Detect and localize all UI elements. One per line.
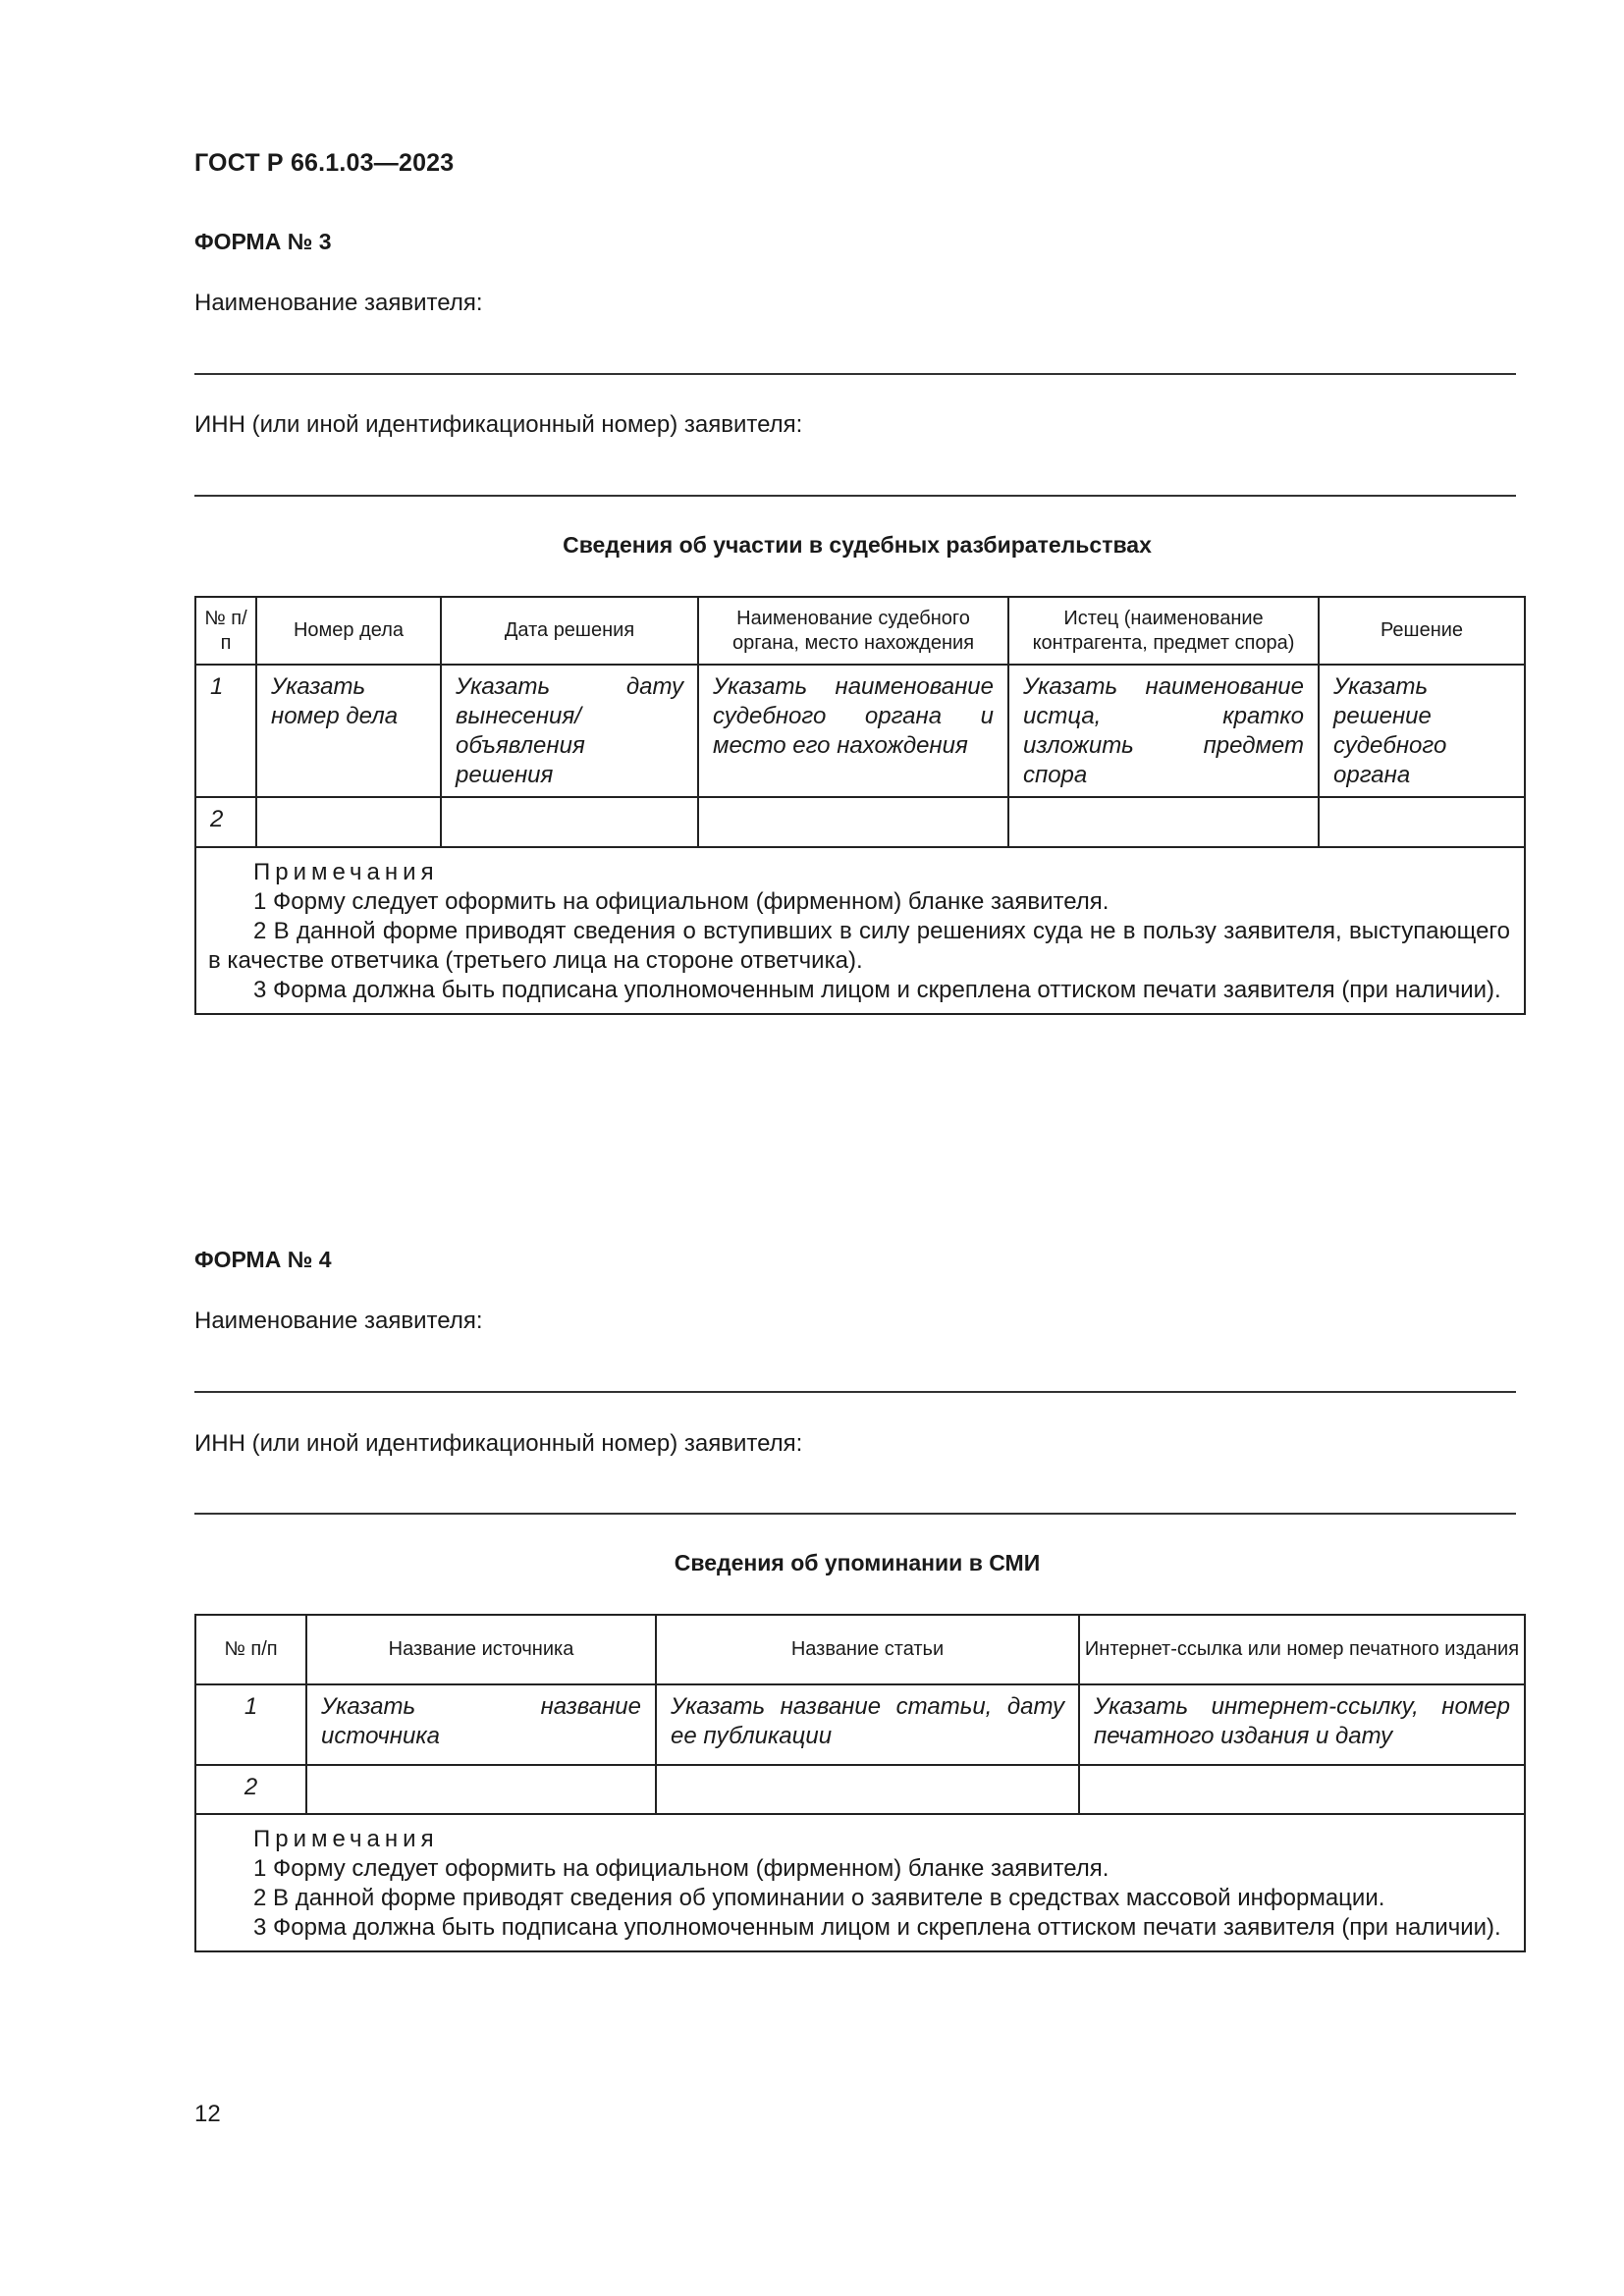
table-header-row (195, 1615, 1525, 1684)
table-cell: Указать интернет-ссылку, номер печатного издания и дату (1079, 1684, 1525, 1765)
table-cell-empty[interactable] (1319, 797, 1525, 847)
table-cell: Указать наименование истца, кратко изложить предмет спора (1008, 665, 1319, 797)
form4-media-table (194, 1614, 1526, 1952)
table-cell-empty[interactable] (256, 797, 441, 847)
column-header: Название источника (306, 1615, 656, 1684)
note-item: 2 В данной форме приводят сведения об упоминании о заявителе в средствах массовой информации. (253, 1885, 1385, 1911)
note-item: 1 Форму следует оформить на официальном (фирменном) бланке заявителя. (253, 1855, 1110, 1882)
notes-title: Примечания (253, 1826, 439, 1852)
table-cell: 1 (195, 1684, 306, 1765)
note-item: 3 Форма должна быть подписана уполномоченным лицом и скреплена оттиском печати заявителя (при наличии). (253, 1914, 1501, 1941)
table-cell: Указать дату вынесения/объявления решения (441, 665, 698, 797)
table-cell: Указать решение судебного органа (1319, 665, 1525, 797)
form4-inn-line[interactable] (194, 1513, 1516, 1515)
table-row (195, 1765, 1525, 1814)
column-header: № п/п (195, 597, 256, 665)
column-header: Решение (1319, 597, 1525, 665)
table-cell-empty[interactable] (698, 797, 1008, 847)
table-row (195, 665, 1525, 797)
document-header: ГОСТ Р 66.1.03—2023 (194, 149, 455, 177)
note-item: 1 Форму следует оформить на официальном (фирменном) бланке заявителя. (253, 888, 1110, 915)
table-cell: 1 (195, 665, 256, 797)
form3-title: ФОРМА № 3 (194, 229, 332, 254)
form3-applicant-name-line[interactable] (194, 373, 1516, 375)
form4-title: ФОРМА № 4 (194, 1247, 332, 1272)
notes-title: Примечания (253, 859, 439, 885)
form4-inn-label: ИНН (или иной идентификационный номер) заявителя: (194, 1430, 803, 1457)
form4-table-title: Сведения об упоминании в СМИ (674, 1550, 1041, 1575)
note-item: 3 Форма должна быть подписана уполномоченным лицом и скреплена оттиском печати заявителя (при наличии). (253, 977, 1501, 1003)
table-row (195, 1684, 1525, 1765)
form3-applicant-name-label: Наименование заявителя: (194, 290, 483, 316)
form4-applicant-name-line[interactable] (194, 1391, 1516, 1393)
notes-row (195, 1814, 1525, 1951)
column-header: Название статьи (656, 1615, 1079, 1684)
column-header: Наименование судебного органа, место нахождения (698, 597, 1008, 665)
note-item: 2 В данной форме приводят сведения о вступивших в силу решениях суда не в пользу заявителя, выступающего в качестве ответчика (третьего лица на стороне ответчика). (208, 918, 1510, 974)
page-number: 12 (194, 2101, 221, 2127)
form4-applicant-name-label: Наименование заявителя: (194, 1308, 483, 1334)
form3-table-title: Сведения об участии в судебных разбирательствах (563, 532, 1152, 558)
table-header-row (195, 597, 1525, 665)
column-header: Истец (наименование контрагента, предмет спора) (1008, 597, 1319, 665)
table-cell: Указать наименование судебного органа и место его нахождения (698, 665, 1008, 797)
notes-block (195, 847, 1525, 1014)
column-header: Дата решения (441, 597, 698, 665)
table-cell-empty[interactable] (306, 1765, 656, 1814)
table-cell-empty[interactable] (441, 797, 698, 847)
form3-court-table (194, 596, 1526, 1015)
table-cell-empty[interactable] (1079, 1765, 1525, 1814)
form3-inn-label: ИНН (или иной идентификационный номер) заявителя: (194, 411, 803, 438)
form3-inn-line[interactable] (194, 495, 1516, 497)
table-cell: Указать название источника (306, 1684, 656, 1765)
notes-block (195, 1814, 1525, 1951)
table-cell: 2 (195, 797, 256, 847)
table-cell: Указать номер дела (256, 665, 441, 797)
table-row (195, 797, 1525, 847)
notes-row (195, 847, 1525, 1014)
table-cell: 2 (195, 1765, 306, 1814)
column-header: Номер дела (256, 597, 441, 665)
column-header: Интернет-ссылка или номер печатного издания (1079, 1615, 1525, 1684)
column-header: № п/п (195, 1615, 306, 1684)
table-cell-empty[interactable] (1008, 797, 1319, 847)
table-cell-empty[interactable] (656, 1765, 1079, 1814)
table-cell: Указать название статьи, дату ее публикации (656, 1684, 1079, 1765)
